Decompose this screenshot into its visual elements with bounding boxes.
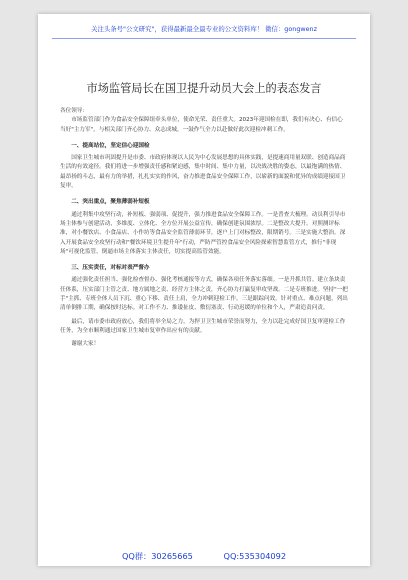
section-3-paragraph: 通过强化责任担当、强化检查督办、强化考核通报等方式，确保各项任务落实落细。一是升抓共管。建立条块责任体系，压实部门主管之责、地方属地之责、经营方主体之责，齐心协力打赢复审攻坚战。二是专班推进。坚持"一把手"主抓、专班全体人员下沉、重心下移、责任上肩，全力冲刺迎检工作。三是跟踪问效。针对重点、难点问题，列出清单倒排工期，确保按时达标。对工作不力、推诿扯皮、敷衍塞责、行动迟缓的单位和个人，严肃追责问责。 [60, 277, 348, 312]
qq-text: QQ:535304092 [223, 551, 287, 561]
contact-footer [38, 551, 370, 562]
document-body [60, 107, 348, 350]
document-title: 市场监管局长在国卫提升动员大会上的表态发言 [86, 82, 322, 95]
intro-paragraph: 市场监管部门作为食品安全保障组牵头单位，使命光荣、责任重大。2023年迎国检在即，我们有决心、有信心当好"主力军"，与相关部门齐心协力、众志成城，一鼓作气全力以赴做好此次迎检冲刺工作。 [60, 117, 343, 133]
document-page [38, 14, 370, 566]
section-1-heading: 一、提高站位，坚定信心迎国检 [71, 142, 150, 149]
closing-paragraph: 最后，请市委市政府放心，我们将举全局之力，为捍卫卫生城市荣誉而努力，全力以赴完成好国卫复审迎检工作任务，为全市顺利通过国家卫生城市复审作出应有的贡献。 [60, 318, 346, 334]
qq-group-text: QQ群：30265665 [121, 551, 193, 561]
salutation: 各位领导： [60, 108, 88, 114]
thanks-line: 谢谢大家！ [71, 341, 100, 348]
section-2-heading: 二、突出重点，聚焦薄弱补短板 [71, 199, 150, 206]
section-1-paragraph: 国家卫生城市巩固提升是市委、市政府体现以人民为中心发展思想的具体实践，是提速商用量双联、创造商品商生活的有效途径。我们将进一步增强责任感和紧迫感，集中时间、集中力量，以决战决胜的姿态，以最饱满的热情、最昂扬的斗志，最有力的举措，扎扎实实的作风，奋力推进食品安全保障工作，以崭新的面貌和优异的成绩迎接国卫复审。 [60, 155, 346, 190]
promo-banner: 关注头条号"公文研究"，获得最新最全最专业的公文资料库！ 微信：gongwenz [52, 24, 356, 39]
section-3-heading: 三、压实责任，对标对表严督办 [71, 265, 150, 272]
section-2-paragraph: 通过利集中攻坚行动，补短板、强弱项、促提升，强力推进食品安全保障工作。一是普查大梳理。动员利引导市场主体参与创建活动，多维度、立体化、全方位开展公益宣传，确保创建氛围浓厚。二是整改大提升。对照测评标准，对小餐饮店、小食品店、小作坊等食品安全监管薄弱环节，逐户上门对标整改，限期销号。三是实施大整治。深入开展食品安全攻坚行动和"餐饮环境卫生提升年"行动，严防严管控食品安全风险探索智慧监管方式，推行"非现场"可视化监管，倒逼市场主体落实主体责任，切实提高监管效能。 [60, 211, 346, 255]
